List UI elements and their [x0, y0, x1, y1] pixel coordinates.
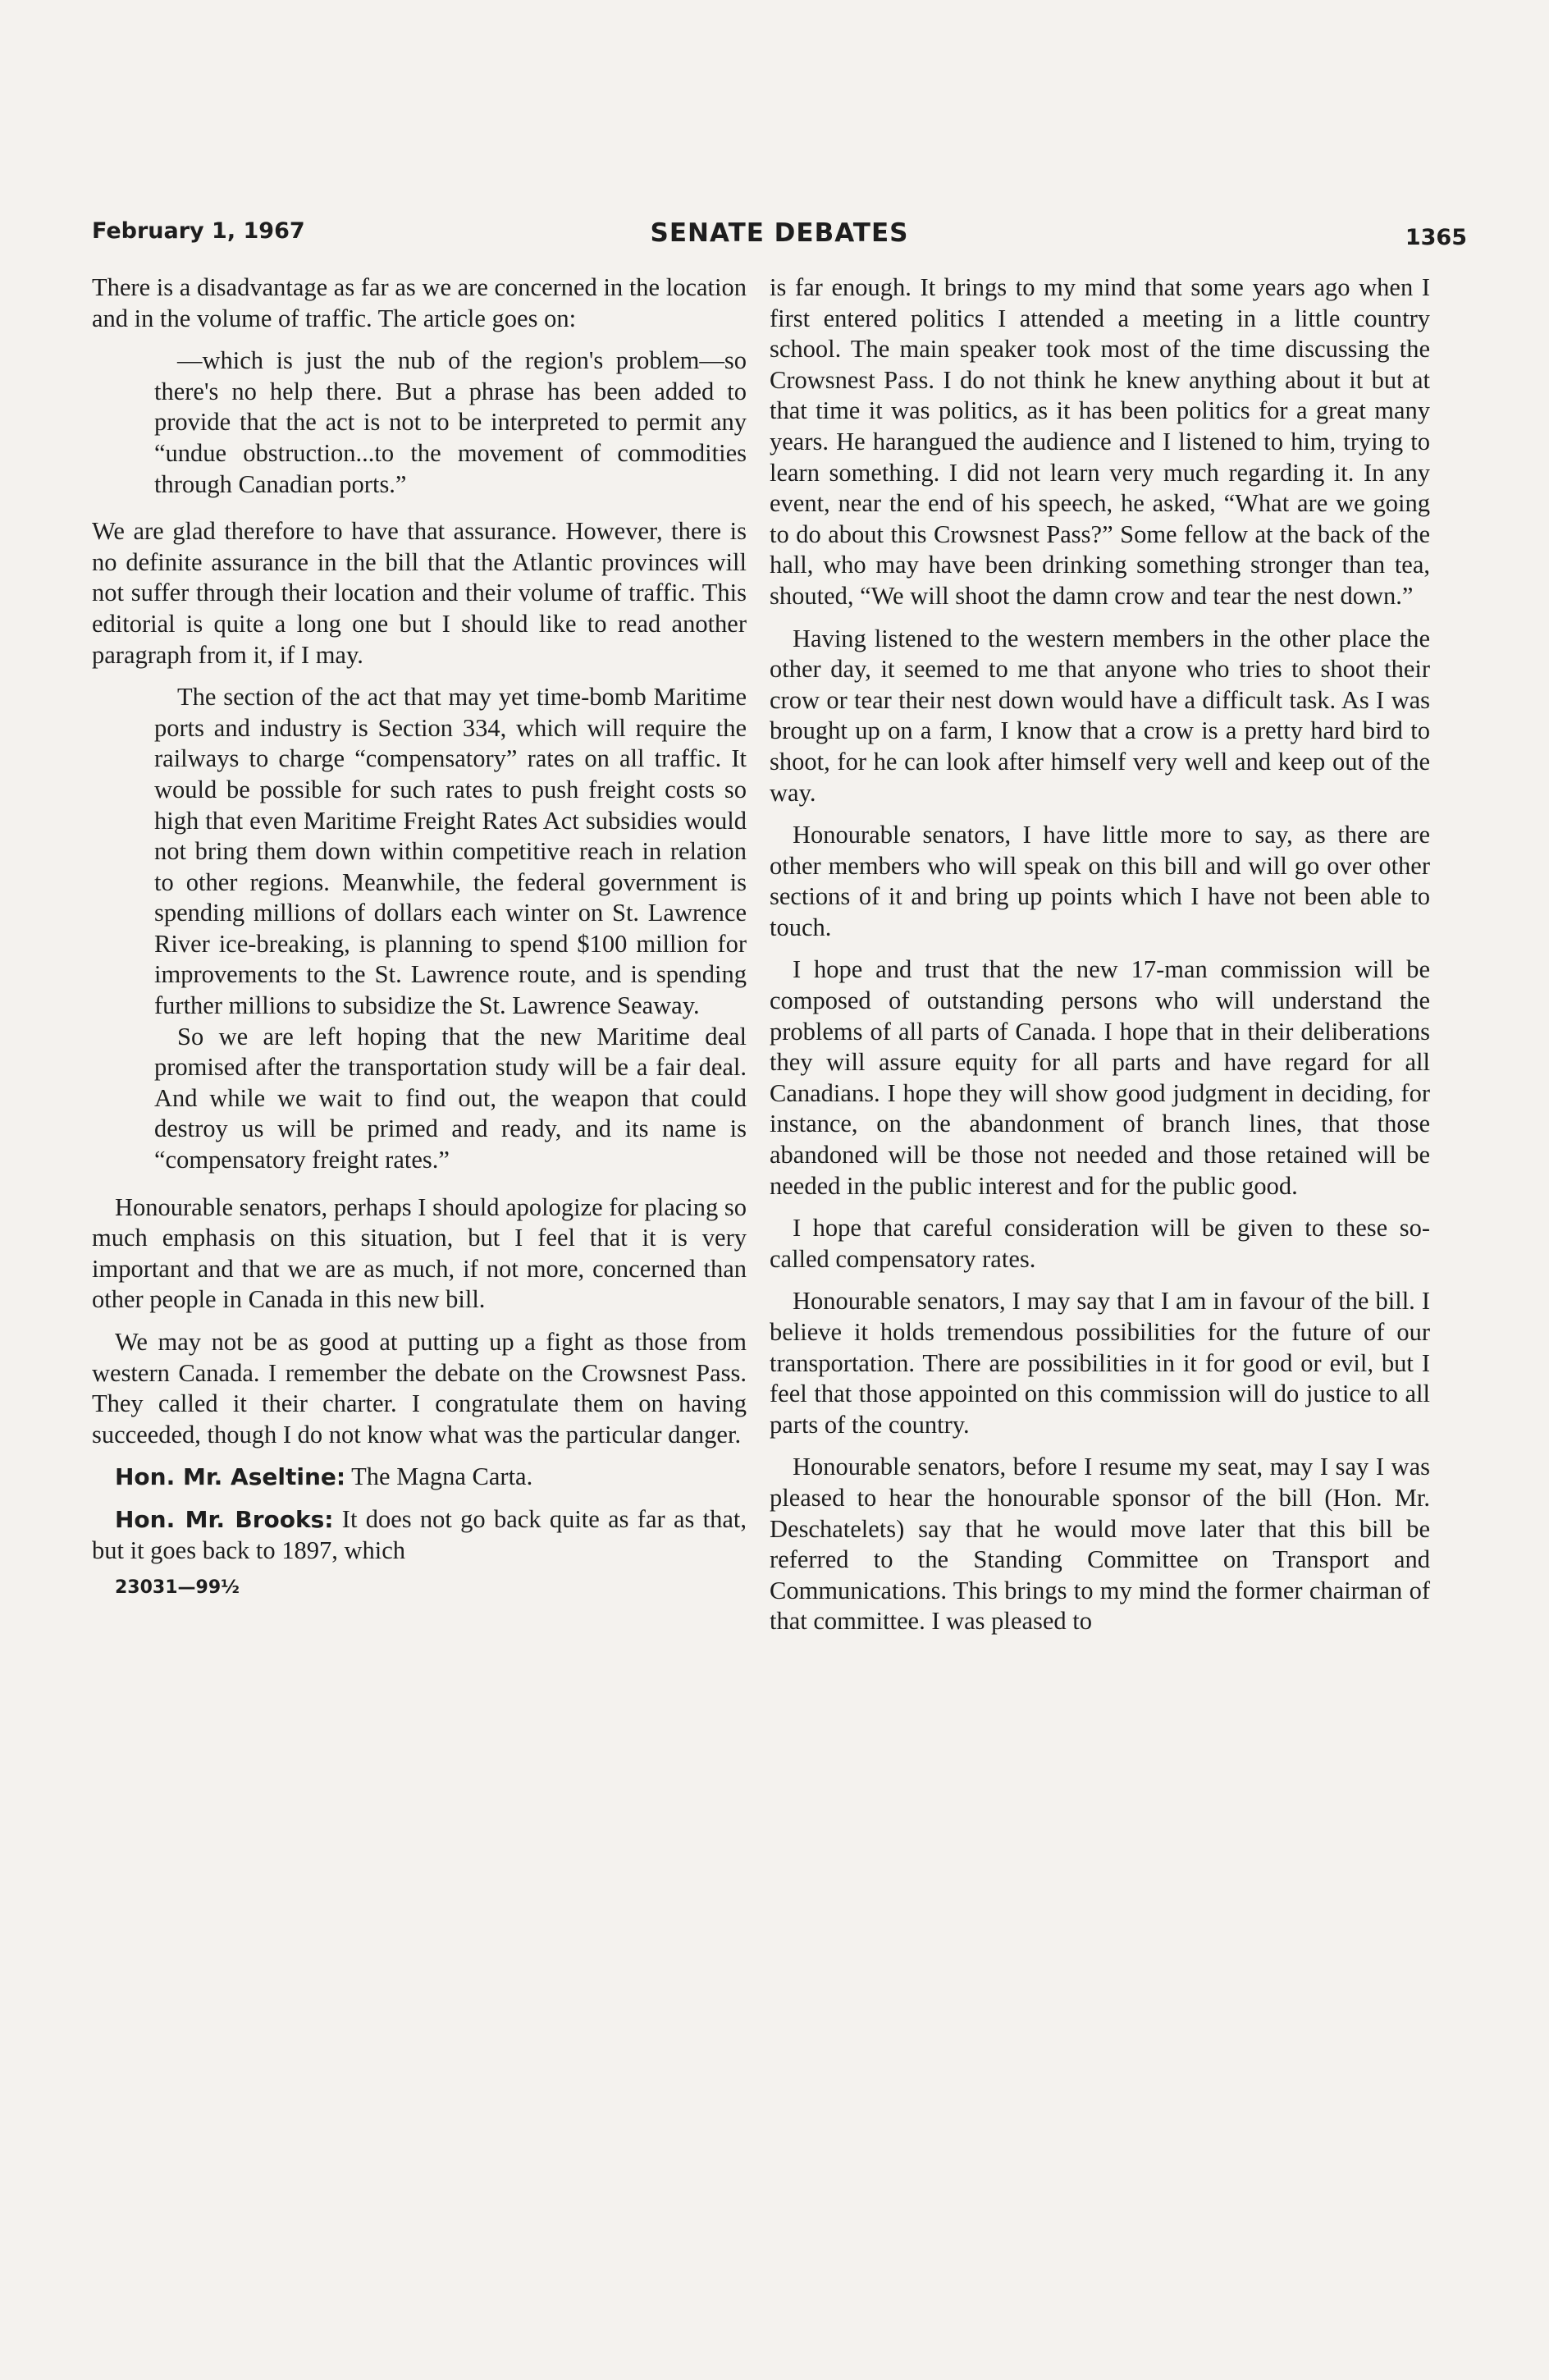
quote-paragraph: So we are left hoping that the new Maritime deal promised after the transportation study will be a fair deal. And while we wait to find out, the weapon that could destroy us will be primed and ready, and its name is “compensatory freight rates.” [154, 1022, 747, 1174]
printer-signature: 23031—99½ [115, 1577, 240, 1599]
header-title: SENATE DEBATES [650, 218, 909, 248]
right-column [770, 272, 1430, 1649]
page-number: 1365 [1405, 225, 1467, 250]
speech-aseltine [92, 1462, 747, 1493]
speaker-name: Hon. Mr. Brooks: [115, 1505, 334, 1533]
paragraph: I hope that careful consideration will be given to these so-called compensatory rates. [770, 1214, 1430, 1273]
quote-paragraph: —which is just the nub of the region's problem—so there's no help there. But a phrase has been added to provide that the act is not to be interpreted to permit any “undue obstruction...to the movement of commodities through Canadian ports.” [154, 346, 747, 498]
paragraph: Honourable senators, before I resume my seat, may I say I was pleased to hear the honourable sponsor of the bill (Hon. Mr. Deschatelets) say that he would move later that this bill be referred to the Standing Committee on Transport and Communications. This brings to my mind the former chairman of that committee. I was pleased to [770, 1453, 1430, 1636]
quote-paragraph: The section of the act that may yet time-bomb Maritime ports and industry is Section 334, which will require the railways to charge “compensatory” rates on all traffic. It would be possible for such rates to push freight costs so high that even Maritime Freight Rates Act subsidies would not bring them down within competitive reach in relation to other regions. Meanwhile, the federal government is spending millions of dollars each winter on St. Lawrence River ice-breaking, is planning to spend $100 million for improvements to the St. Lawrence route, and is spending further millions to subsidize the St. Lawrence Seaway. [154, 683, 747, 1020]
speaker-name: Hon. Mr. Aseltine: [115, 1463, 346, 1491]
header-date: February 1, 1967 [92, 218, 305, 244]
speech-text: It does not go back quite as far as that, but it goes back to 1897, which [92, 1504, 747, 1564]
speech-text: The Magna Carta. [351, 1462, 533, 1491]
paragraph: We may not be as good at putting up a fight as those from western Canada. I remember the debate on the Crowsnest Pass. They called it their charter. I congratulate them on having succeeded, though I do not know what was the particular danger. [92, 1328, 747, 1449]
page-header [92, 215, 1467, 256]
paragraph: Honourable senators, I have little more to say, as there are other members who will speak on this bill and will go over other sections of it and bring up points which I have not been able to touch. [770, 821, 1430, 941]
speech-brooks [92, 1504, 747, 1566]
paragraph: is far enough. It brings to my mind that some years ago when I first entered politics I attended a meeting in a little country school. The main speaker took most of the time discussing the Crowsnest Pass. I do not think he knew anything about it but at that time it was politics, as it has been politics for a great many years. He harangued the audience and I listened to him, trying to learn something. I did not learn very much regarding it. In any event, near the end of his speech, he asked, “What are we going to do about this Crowsnest Pass?” Some fellow at the back of the hall, who may have been drinking something stronger than tea, shouted, “We will shoot the damn crow and tear the nest down.” [770, 273, 1430, 610]
paragraph: There is a disadvantage as far as we are concerned in the location and in the volume of traffic. The article goes on: [92, 273, 747, 332]
paragraph: I hope and trust that the new 17-man commission will be composed of outstanding persons who will understand the problems of all parts of Canada. I hope that in their deliberations they will assure equity for all parts and have regard for all Canadians. I hope they will show good judgment in deciding, for instance, on the abandonment of branch lines, that those abandoned will be those not needed and those retained will be needed in the public interest and for the public good. [770, 955, 1430, 1200]
paragraph: We are glad therefore to have that assurance. However, there is no definite assurance in the bill that the Atlantic provinces will not suffer through their location and their volume of traffic. This editorial is quite a long one but I should like to read another paragraph from it, if I may. [92, 517, 747, 669]
block-quote [154, 346, 747, 500]
paragraph: Having listened to the western members in the other place the other day, it seemed to me that anyone who tries to shoot their crow or tear their nest down would have a difficult task. As I was brought up on a farm, I know that a crow is a pretty hard bird to shoot, for he can look after himself very well and keep out of the way. [770, 624, 1430, 807]
block-quote [154, 682, 747, 1176]
left-column [92, 272, 747, 1604]
paragraph: Honourable senators, I may say that I am in favour of the bill. I believe it holds tremendous possibilities for the future of our transportation. There are possibilities in it for good or evil, but I feel that those appointed on this commission will do justice to all parts of the country. [770, 1287, 1430, 1439]
paragraph: Honourable senators, perhaps I should apologize for placing so much emphasis on this situation, but I feel that it is very important and that we are as much, if not more, concerned than other people in Canada in this new bill. [92, 1192, 747, 1314]
